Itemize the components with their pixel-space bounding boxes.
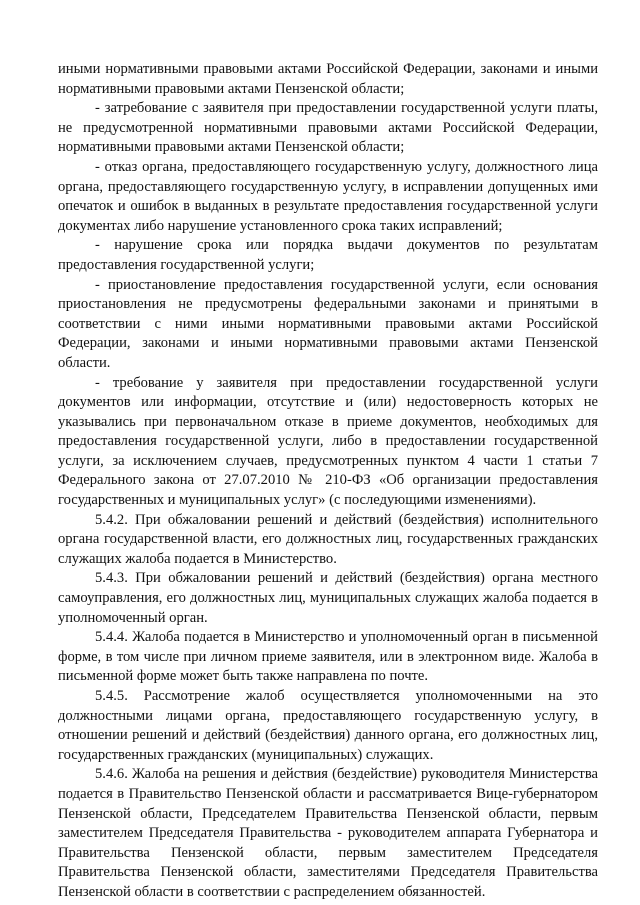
paragraph-5-4-6: 5.4.6. Жалоба на решения и действия (бездействие) руководителя Министерства подается в Правительство Пензенской области и рассматривается Вице-губернатором Пензенской области, Председателем Правительства Пензенской области, первым заместителем Председателя Правительства - руководителем аппарата Губернатора и Правительства Пензенской области, первым заместителем Председателя Правительства Пензенской области, заместителями Председателя Правительства Пензенской области в соответствии с распределением обязанностей. <box>58 766 598 900</box>
paragraph-continuation: иными нормативными правовыми актами Российской Федерации, законами и иными нормативными правовыми актами Пензенской области; <box>58 61 598 97</box>
paragraph-suspension: - приостановление предоставления государственной услуги, если основания приостановления не предусмотрены федеральными законами и принятыми в соответствии с ними иными нормативными правовыми актами Российской Федерации, законами и иными нормативными правовыми актами Пензенской области. <box>58 276 598 371</box>
document-page <box>58 60 598 903</box>
paragraph-deadline-violation: - нарушение срока или порядка выдачи документов по результатам предоставления государственной услуги; <box>58 237 598 273</box>
paragraph-fee-demand: - затребование с заявителя при предоставлении государственной услуги платы, не предусмотренной нормативными правовыми актами Российской Федерации, нормативными правовыми актами Пензенской области; <box>58 100 598 156</box>
paragraph-5-4-5: 5.4.5. Рассмотрение жалоб осуществляется уполномоченными на это должностными лицами органа, предоставляющего государственную услугу, в отношении решений и действий (бездействия) данного органа, его должностных лиц, государственных гражданских (муниципальных) служащих. <box>58 688 598 763</box>
paragraph-5-4-4: 5.4.4. Жалоба подается в Министерство и уполномоченный орган в письменной форме, в том числе при личном приеме заявителя, или в электронном виде. Жалоба в письменной форме может быть также направлена по почте. <box>58 629 598 685</box>
paragraph-5-4-3: 5.4.3. При обжаловании решений и действий (бездействия) органа местного самоуправления, его должностных лиц, муниципальных служащих жалоба подается в уполномоченный орган. <box>58 570 598 626</box>
paragraph-5-4-2: 5.4.2. При обжаловании решений и действий (бездействия) исполнительного органа государственной власти, его должностных лиц, государственных гражданских служащих жалоба подается в Министерство. <box>58 511 598 567</box>
paragraph-document-demand: - требование у заявителя при предоставлении государственной услуги документов или информации, отсутствие и (или) недостоверность которых не указывались при первоначальном отказе в приеме документов, необходимых для предоставления государственной услуги, либо в предоставлении государственной услуги, за исключением случаев, предусмотренных пунктом 4 части 1 статьи 7 Федерального закона от 27.07.2010 № 210-ФЗ «Об организации предоставления государственных и муниципальных услуг» (с последующими изменениями). <box>58 374 598 509</box>
paragraph-refusal-corrections: - отказ органа, предоставляющего государственную услугу, должностного лица органа, предоставляющего государственную услугу, в исправлении допущенных ими опечаток и ошибок в выданных в результате предоставления государственной услуги документах либо нарушение установленного срока таких исправлений; <box>58 158 598 234</box>
